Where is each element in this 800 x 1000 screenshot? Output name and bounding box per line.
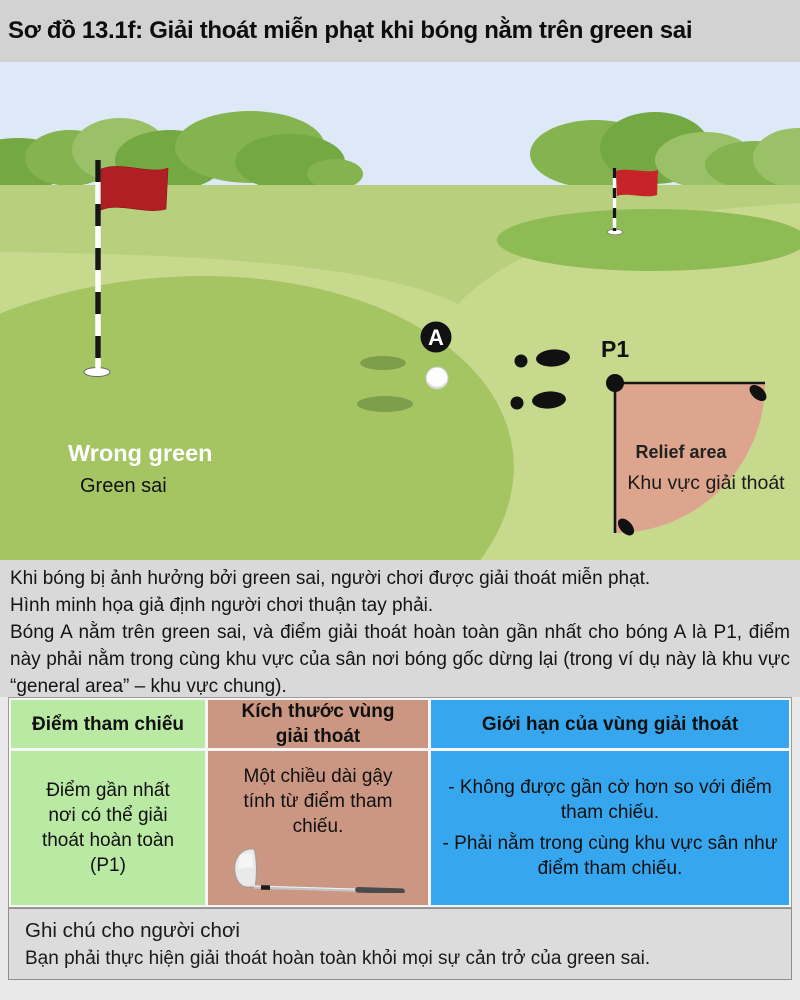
- table-cell-relief-size: Một chiều dài gậy tính từ điểm tham chiếu.: [208, 751, 428, 905]
- wrong-green-label-en: Wrong green: [68, 440, 213, 466]
- note-body: Bạn phải thực hiện giải thoát hoàn toàn khỏi mọi sự cản trở của green sai.: [25, 948, 651, 969]
- table-header-relief-size: Kích thước vùng giải thoát: [208, 700, 428, 748]
- reference-point-dot: [606, 374, 624, 392]
- ball-A-label: A: [428, 325, 444, 350]
- description-line-3: Bóng A nằm trên green sai, và điểm giải thoát hoàn toàn gần nhất cho bóng A là P1, điểm này phải nằm trong cùng khu vực của sân nơi bóng gốc dừng lại (trong ví dụ này là khu vực “general area” – khu vực chung).: [10, 622, 790, 697]
- reference-point-label: P1: [601, 336, 630, 362]
- page-title: Sơ đồ 13.1f: Giải thoát miễn phạt khi bóng nằm trên green sai: [8, 17, 693, 44]
- note-title: Ghi chú cho người chơi: [25, 919, 240, 942]
- ball-A-marker: [421, 322, 452, 353]
- relief-rules-table: [8, 697, 792, 908]
- description-line-1: Khi bóng bị ảnh hưởng bởi green sai, người chơi được giải thoát miễn phạt.: [10, 568, 651, 589]
- limit-line-1: - Không được gần cờ hơn so với điểm tham chiếu.: [448, 777, 772, 823]
- golf-ball-icon: [426, 367, 448, 389]
- title-bar: [0, 0, 800, 62]
- relief-area-label-vi: Khu vực giải thoát: [627, 472, 785, 494]
- description-section: [0, 560, 800, 697]
- correct-green: [497, 209, 800, 271]
- table-cell-reference-point: Điểm gần nhất nơi có thể giải thoát hoàn toàn (P1): [11, 751, 205, 905]
- golf-club-icon: [228, 847, 408, 893]
- table-header-reference-point: Điểm tham chiếu: [11, 700, 205, 748]
- limit-line-2: - Phải nằm trong cùng khu vực sân như điểm tham chiếu.: [442, 833, 778, 879]
- table-cell-relief-limits: [431, 751, 789, 905]
- relief-area-label-en: Relief area: [635, 442, 727, 462]
- description-line-2: Hình minh họa giả định người chơi thuận tay phải.: [10, 595, 434, 616]
- player-note-box: [8, 908, 792, 980]
- wrong-green-label-vi: Green sai: [80, 475, 167, 497]
- golf-course-illustration: [0, 62, 800, 560]
- table-header-relief-limits: Giới hạn của vùng giải thoát: [431, 700, 789, 748]
